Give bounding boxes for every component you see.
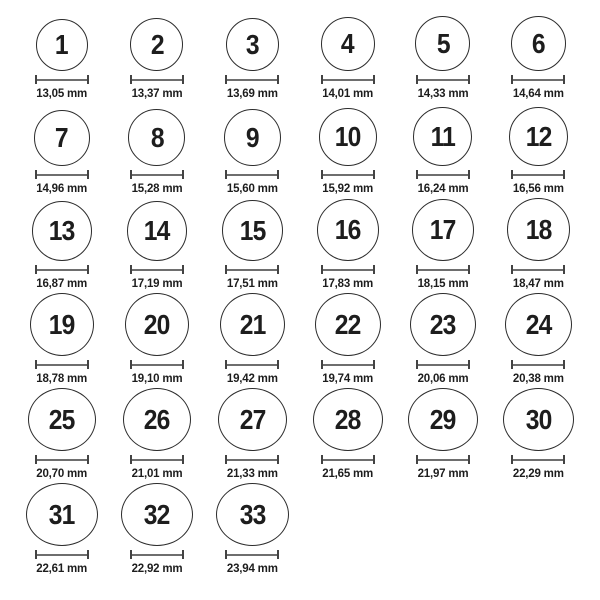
diameter-measure-line — [321, 75, 375, 84]
ring-size-cell — [491, 388, 586, 483]
ring-circle — [509, 107, 568, 166]
measure-tick-right-icon — [182, 550, 184, 559]
diameter-label: 21,01 mm — [131, 468, 183, 480]
measure-bar — [227, 364, 277, 366]
measure-bar — [513, 79, 563, 81]
measure-bar — [227, 459, 277, 461]
measure-tick-right-icon — [87, 360, 89, 369]
ring-size-cell — [205, 103, 300, 198]
diameter-label: 22,92 mm — [131, 563, 183, 575]
ring-size-number: 2 — [150, 28, 164, 60]
ring-size-cell — [14, 483, 109, 578]
measure-tick-right-icon — [373, 360, 375, 369]
diameter-measure-line — [416, 170, 470, 179]
ring-circle — [123, 388, 191, 451]
ring-size-number: 20 — [144, 308, 170, 340]
ring-circle — [216, 483, 289, 546]
ring-size-cell — [395, 198, 490, 293]
diameter-label: 16,24 mm — [417, 183, 469, 195]
measure-tick-right-icon — [468, 170, 470, 179]
ring-size-cell — [109, 198, 204, 293]
ring-size-cell — [14, 293, 109, 388]
measure-bar — [323, 79, 373, 81]
measure-bar — [37, 174, 87, 176]
ring-circle — [128, 109, 185, 166]
measure-tick-right-icon — [277, 170, 279, 179]
measure-tick-right-icon — [182, 75, 184, 84]
diameter-measure-line — [416, 75, 470, 84]
ring-size-number: 17 — [430, 214, 456, 245]
ring-size-number: 31 — [48, 498, 75, 530]
ring-size-cell — [205, 198, 300, 293]
diameter-label: 13,69 mm — [226, 88, 278, 100]
diameter-label: 20,38 mm — [512, 373, 564, 385]
ring-size-number: 3 — [245, 28, 259, 60]
ring-size-cell — [395, 388, 490, 483]
measure-bar — [418, 269, 468, 271]
ring-circle — [321, 17, 375, 71]
measure-bar — [513, 459, 563, 461]
measure-bar — [418, 174, 468, 176]
ring-size-cell — [300, 388, 395, 483]
ring-size-number: 25 — [48, 403, 75, 435]
measure-tick-right-icon — [468, 75, 470, 84]
diameter-label: 14,64 mm — [512, 88, 564, 100]
measure-bar — [513, 269, 563, 271]
diameter-label: 22,29 mm — [512, 468, 564, 480]
ring-size-number: 33 — [239, 498, 266, 530]
measure-tick-right-icon — [468, 455, 470, 464]
ring-size-cell — [300, 8, 395, 103]
ring-size-cell — [395, 8, 490, 103]
measure-tick-right-icon — [87, 455, 89, 464]
diameter-label: 15,60 mm — [226, 183, 278, 195]
ring-circle — [34, 110, 90, 166]
diameter-label: 18,78 mm — [36, 373, 88, 385]
measure-bar — [418, 459, 468, 461]
diameter-measure-line — [130, 360, 184, 369]
ring-circle — [511, 16, 566, 71]
diameter-measure-line — [416, 455, 470, 464]
measure-tick-right-icon — [373, 170, 375, 179]
ring-circle — [415, 16, 470, 71]
ring-circle — [36, 19, 88, 71]
measure-tick-right-icon — [563, 75, 565, 84]
ring-circle — [224, 109, 281, 166]
ring-circle — [313, 388, 383, 451]
ring-size-number: 30 — [525, 403, 552, 435]
diameter-measure-line — [225, 265, 279, 274]
diameter-measure-line — [321, 170, 375, 179]
measure-tick-right-icon — [563, 360, 565, 369]
diameter-label: 16,87 mm — [36, 278, 88, 290]
measure-tick-right-icon — [182, 360, 184, 369]
measure-tick-right-icon — [563, 455, 565, 464]
ring-size-cell — [205, 388, 300, 483]
ring-circle — [315, 293, 381, 356]
measure-bar — [227, 174, 277, 176]
ring-size-number: 12 — [525, 120, 552, 152]
diameter-label: 21,97 mm — [417, 468, 469, 480]
ring-size-number: 24 — [525, 308, 552, 340]
diameter-measure-line — [511, 455, 565, 464]
measure-bar — [132, 174, 182, 176]
diameter-measure-line — [35, 170, 89, 179]
measure-tick-right-icon — [563, 265, 565, 274]
measure-bar — [418, 364, 468, 366]
diameter-label: 15,28 mm — [131, 183, 183, 195]
ring-size-number: 5 — [436, 27, 450, 59]
measure-tick-right-icon — [277, 455, 279, 464]
ring-size-number: 27 — [239, 403, 266, 435]
ring-size-cell — [300, 293, 395, 388]
measure-tick-right-icon — [182, 265, 184, 274]
diameter-label: 13,37 mm — [131, 88, 183, 100]
measure-tick-right-icon — [373, 265, 375, 274]
diameter-label: 23,94 mm — [226, 563, 278, 575]
measure-bar — [513, 364, 563, 366]
diameter-label: 14,33 mm — [417, 88, 469, 100]
ring-circle — [226, 18, 279, 71]
ring-size-cell — [14, 388, 109, 483]
measure-bar — [132, 79, 182, 81]
diameter-measure-line — [35, 75, 89, 84]
measure-bar — [513, 174, 563, 176]
measure-bar — [323, 459, 373, 461]
ring-size-number: 22 — [334, 308, 361, 340]
diameter-label: 21,33 mm — [226, 468, 278, 480]
ring-size-number: 4 — [341, 28, 355, 59]
measure-bar — [323, 174, 373, 176]
ring-circle — [222, 200, 283, 261]
diameter-measure-line — [416, 265, 470, 274]
ring-circle — [505, 293, 572, 356]
ring-size-number: 14 — [144, 215, 170, 246]
ring-size-number: 19 — [48, 308, 75, 340]
ring-size-number: 6 — [531, 27, 545, 59]
ring-size-number: 8 — [150, 121, 164, 153]
ring-circle — [218, 388, 287, 451]
diameter-label: 20,70 mm — [36, 468, 88, 480]
measure-tick-right-icon — [87, 170, 89, 179]
ring-size-cell — [395, 103, 490, 198]
diameter-label: 13,05 mm — [36, 88, 88, 100]
diameter-label: 14,96 mm — [36, 183, 88, 195]
measure-bar — [37, 364, 87, 366]
diameter-measure-line — [130, 550, 184, 559]
ring-size-cell — [491, 198, 586, 293]
measure-tick-right-icon — [87, 75, 89, 84]
ring-size-number: 11 — [430, 120, 456, 152]
measure-tick-right-icon — [182, 170, 184, 179]
diameter-measure-line — [130, 75, 184, 84]
ring-circle — [317, 199, 379, 261]
ring-circle — [319, 108, 377, 166]
ring-circle — [30, 293, 94, 356]
ring-size-number: 32 — [144, 498, 170, 530]
diameter-label: 19,10 mm — [131, 373, 183, 385]
diameter-measure-line — [511, 265, 565, 274]
diameter-measure-line — [321, 455, 375, 464]
diameter-measure-line — [225, 550, 279, 559]
ring-size-cell — [14, 103, 109, 198]
measure-tick-right-icon — [563, 170, 565, 179]
ring-size-number: 28 — [334, 403, 361, 435]
diameter-label: 19,42 mm — [226, 373, 278, 385]
diameter-measure-line — [225, 170, 279, 179]
ring-circle — [503, 388, 574, 451]
measure-bar — [37, 269, 87, 271]
measure-bar — [132, 459, 182, 461]
diameter-label: 19,74 mm — [322, 373, 374, 385]
diameter-measure-line — [225, 75, 279, 84]
diameter-label: 22,61 mm — [36, 563, 88, 575]
measure-bar — [323, 269, 373, 271]
measure-tick-right-icon — [182, 455, 184, 464]
diameter-measure-line — [511, 75, 565, 84]
ring-size-number: 10 — [334, 121, 361, 152]
ring-size-number: 1 — [55, 29, 69, 60]
measure-tick-right-icon — [468, 360, 470, 369]
measure-tick-right-icon — [277, 265, 279, 274]
ring-circle — [408, 388, 478, 451]
ring-circle — [412, 199, 474, 261]
ring-size-number: 7 — [55, 122, 69, 153]
ring-size-number: 21 — [239, 308, 266, 340]
ring-size-cell — [109, 388, 204, 483]
ring-circle — [127, 201, 187, 261]
ring-size-number: 16 — [334, 214, 361, 245]
ring-size-cell — [491, 103, 586, 198]
ring-size-cell — [205, 293, 300, 388]
diameter-measure-line — [416, 360, 470, 369]
measure-tick-right-icon — [373, 75, 375, 84]
ring-size-number: 13 — [48, 215, 75, 246]
diameter-label: 18,47 mm — [512, 278, 564, 290]
ring-circle — [26, 483, 98, 546]
diameter-measure-line — [225, 360, 279, 369]
diameter-measure-line — [35, 455, 89, 464]
ring-size-cell — [205, 483, 300, 578]
ring-circle — [413, 107, 472, 166]
measure-tick-right-icon — [87, 550, 89, 559]
measure-bar — [323, 364, 373, 366]
ring-size-number: 29 — [430, 403, 456, 435]
diameter-label: 17,83 mm — [322, 278, 374, 290]
measure-bar — [37, 554, 87, 556]
diameter-measure-line — [35, 265, 89, 274]
measure-bar — [418, 79, 468, 81]
diameter-measure-line — [130, 455, 184, 464]
ring-size-cell — [109, 103, 204, 198]
measure-bar — [227, 554, 277, 556]
diameter-measure-line — [511, 170, 565, 179]
ring-circle — [410, 293, 476, 356]
ring-size-cell — [14, 8, 109, 103]
diameter-measure-line — [35, 550, 89, 559]
ring-size-number: 26 — [144, 403, 170, 435]
ring-circle — [130, 18, 183, 71]
measure-tick-right-icon — [468, 265, 470, 274]
diameter-label: 18,15 mm — [417, 278, 469, 290]
ring-size-cell — [300, 198, 395, 293]
diameter-measure-line — [321, 360, 375, 369]
measure-bar — [132, 364, 182, 366]
ring-size-cell — [491, 8, 586, 103]
measure-bar — [227, 79, 277, 81]
ring-size-cell — [491, 293, 586, 388]
ring-size-number: 18 — [525, 213, 552, 245]
ring-size-number: 23 — [430, 308, 456, 340]
ring-size-number: 15 — [239, 214, 266, 246]
diameter-label: 21,65 mm — [322, 468, 374, 480]
diameter-measure-line — [35, 360, 89, 369]
diameter-label: 17,51 mm — [226, 278, 278, 290]
diameter-label: 16,56 mm — [512, 183, 564, 195]
ring-size-cell — [109, 8, 204, 103]
ring-circle — [28, 388, 96, 451]
diameter-measure-line — [225, 455, 279, 464]
measure-bar — [132, 554, 182, 556]
ring-size-cell — [109, 293, 204, 388]
measure-tick-right-icon — [277, 550, 279, 559]
diameter-measure-line — [130, 170, 184, 179]
ring-size-cell — [300, 103, 395, 198]
measure-bar — [37, 459, 87, 461]
ring-size-cell — [205, 8, 300, 103]
ring-size-cell — [14, 198, 109, 293]
diameter-label: 17,19 mm — [131, 278, 183, 290]
measure-tick-right-icon — [87, 265, 89, 274]
ring-circle — [121, 483, 193, 546]
ring-circle — [32, 201, 92, 261]
diameter-label: 20,06 mm — [417, 373, 469, 385]
measure-bar — [132, 269, 182, 271]
measure-tick-right-icon — [277, 75, 279, 84]
ring-size-cell — [395, 293, 490, 388]
measure-tick-right-icon — [373, 455, 375, 464]
diameter-label: 14,01 mm — [322, 88, 374, 100]
diameter-label: 15,92 mm — [322, 183, 374, 195]
ring-circle — [507, 198, 570, 261]
ring-size-number: 9 — [245, 121, 259, 153]
diameter-measure-line — [130, 265, 184, 274]
measure-bar — [227, 269, 277, 271]
diameter-measure-line — [511, 360, 565, 369]
diameter-measure-line — [321, 265, 375, 274]
ring-circle — [220, 293, 285, 356]
measure-bar — [37, 79, 87, 81]
ring-size-cell — [109, 483, 204, 578]
measure-tick-right-icon — [277, 360, 279, 369]
ring-circle — [125, 293, 189, 356]
